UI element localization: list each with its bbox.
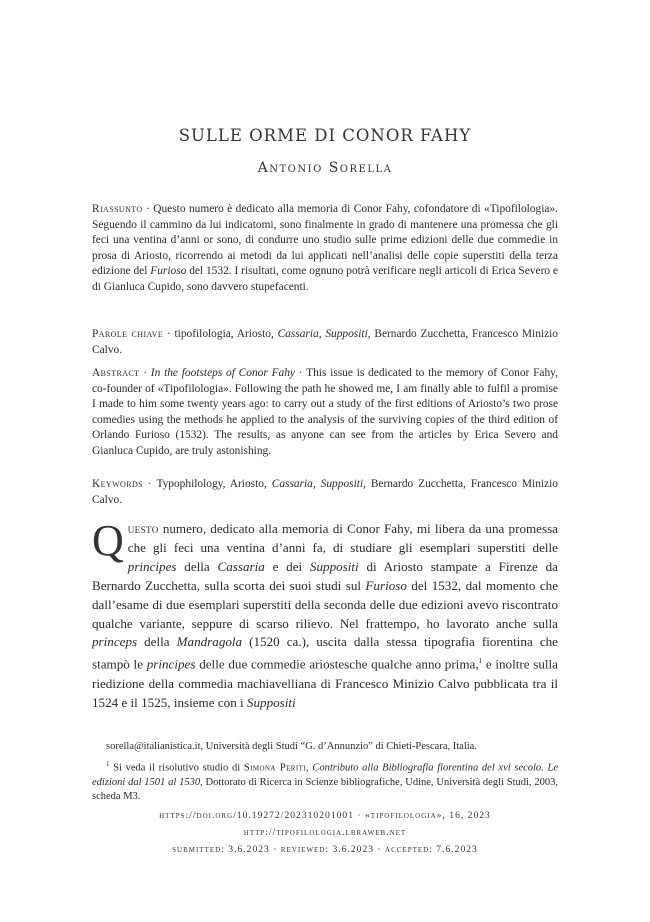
keywords-it1: Cassaria — [271, 478, 313, 490]
body-text-6: della — [137, 634, 177, 650]
body-text-7: (1520 ca.), uscita dalla stessa tipografia fiorentina che stampò le — [92, 634, 558, 672]
abstract-sep: · — [139, 367, 151, 379]
body-text-8: delle due commedie ariostesche qualche anno prima, — [195, 656, 479, 672]
body-text-2: della — [176, 558, 218, 574]
affiliation-note: sorella@italianistica.it, Università degli Studi “G. d’Annunzio” di Chieti-Pescara, Italia. — [106, 741, 477, 752]
parole-chiave-label: Parole chiave — [92, 328, 164, 340]
body-paragraph — [92, 516, 559, 712]
footnote-ref[interactable]: 1 — [478, 657, 483, 666]
footnotes — [92, 740, 558, 805]
riassunto-italic: Furioso — [150, 265, 187, 278]
keywords-paragraph — [92, 477, 558, 508]
riassunto-text-b: del 1532. I risultati, come ognuno potrà verificare negli articoli di Erica Severo e di Gianluca Cupido, sono davvero stupefacenti. — [92, 265, 558, 293]
riassunto-paragraph — [92, 202, 558, 296]
body-text-5: del 1532, dal momento che dall’esame di due esemplari superstiti della seconda delle due edizioni avevo riscontrato qualche variante, seppure di scarso rilievo. Nel frattempo, ho lavorato anche sulla — [92, 577, 559, 631]
body-italic-principes-2: principes — [146, 656, 196, 672]
footnote-1-text-b: , — [306, 762, 313, 773]
doi-line[interactable]: https://doi.org/10.19272/202310201001 · «tipofilologia», 16, 2023 — [159, 810, 491, 821]
keywords-text-c: , Bernardo Zucchetta, Francesco Minizio Calvo. — [92, 478, 558, 506]
parole-chiave-it1: Cassaria — [277, 328, 319, 340]
keywords-sep: · — [142, 478, 157, 490]
parole-chiave-sep: · — [163, 328, 175, 340]
abstract-text: · This issue is dedicated to the memory of Conor Fahy, co-founder of «Tipofilologia». Following the path he showed me, I am finally able to fulfil a promise I made to him some twenty years ago: to carry out a study of the first editions of Ariosto’s two prose comedies using the methods he applied to the analysis of the surviving copies of the third edition of Orlando Furioso (1532). The results, as anyone can see from the articles by Erica Severo and Gianluca Cupido, are truly astonishing. — [92, 367, 558, 457]
footnote-1-text-c: , Dottorato di Ricerca in Scienze bibliografiche, Udine, Università degli Studi, 2003, scheda M3. — [92, 776, 558, 802]
article-title: SULLE ORME DI CONOR FAHY — [178, 126, 472, 145]
body-text-9: e inoltre sulla riedizione della commedia machiavelliana di Francesco Minizio Calvo pubblicata tra il 1524 e il 1525, insieme con i — [92, 656, 558, 710]
body-text-4: di Ariosto stampate a Firenze da Bernardo Zucchetta, sulla scorta dei suoi studi sul — [92, 558, 558, 593]
parole-chiave-text-a: tipofilologia, Ariosto, — [174, 328, 278, 340]
keywords-it2: Suppositi — [320, 478, 364, 490]
body-italic-suppositi: Suppositi — [309, 558, 359, 574]
abstract-title: In the footsteps of Conor Fahy — [150, 367, 295, 379]
website-line[interactable]: http://tipofilologia.lbraweb.net — [243, 827, 407, 838]
parole-chiave-text-c: , Bernardo Zucchetta, Francesco Minizio Calvo. — [92, 328, 558, 356]
article-author: Antonio Sorella — [257, 160, 393, 176]
body-italic-princeps: princeps — [92, 634, 138, 650]
footnote-1-author: Simona Periti — [243, 762, 307, 773]
body-italic-cassaria: Cassaria — [217, 558, 265, 574]
keywords-text-b: , — [312, 478, 321, 490]
footnote-1-number: 1 — [106, 759, 110, 768]
first-word-rest: uesto — [127, 521, 159, 536]
parole-chiave-text-b: , — [318, 328, 326, 340]
footnote-1-text-a: Si veda il risolutivo studio di — [109, 762, 244, 773]
footnote-1-title: Contributo alla Bibliografia fiorentina del xvi secolo. Le edizioni dal 1501 al 1530 — [92, 762, 559, 788]
keywords-text-a: Typophilology, Ariosto, — [156, 478, 272, 490]
parole-chiave-it2: Suppositi — [325, 328, 368, 340]
body-italic-principes: principes — [127, 558, 177, 574]
body-italic-mandragola: Mandragola — [176, 634, 243, 650]
body-italic-suppositi-2: Suppositi — [246, 694, 296, 710]
body-text-3: e dei — [264, 558, 310, 574]
drop-cap: Q — [92, 516, 124, 565]
abstract-label: Abstract — [92, 367, 140, 379]
body-text-1: numero, dedicato alla memoria di Conor Fahy, mi libera da una promessa che gli feci una ventina d’anni fa, di studiare gli esemplari superstiti delle — [127, 521, 558, 555]
keywords-label: Keywords — [92, 478, 143, 490]
riassunto-sep: · — [142, 203, 154, 215]
dates-line: submitted: 3.6.2023 · reviewed: 3.6.2023 · accepted: 7.6.2023 — [172, 844, 478, 855]
abstract-paragraph — [92, 366, 558, 460]
body-italic-furioso: Furioso — [365, 577, 407, 593]
footnote-1 — [92, 757, 558, 805]
parole-chiave-paragraph — [92, 327, 558, 358]
riassunto-text-a: Questo numero è dedicato alla memoria di Conor Fahy, cofondatore di «Tipofilologia». Seguendo il cammino da lui indicatomi, sono finalmente in grado di mantenere una promessa che gli feci una ventina d’anni or sono, di condurre uno studio sulle prime edizioni delle due commedie in prosa di Ariosto, ricorrendo ai metodi da lui applicati nell’analisi delle copie superstiti della terza edizione del — [92, 203, 558, 278]
riassunto-label: Riassunto — [92, 203, 143, 215]
